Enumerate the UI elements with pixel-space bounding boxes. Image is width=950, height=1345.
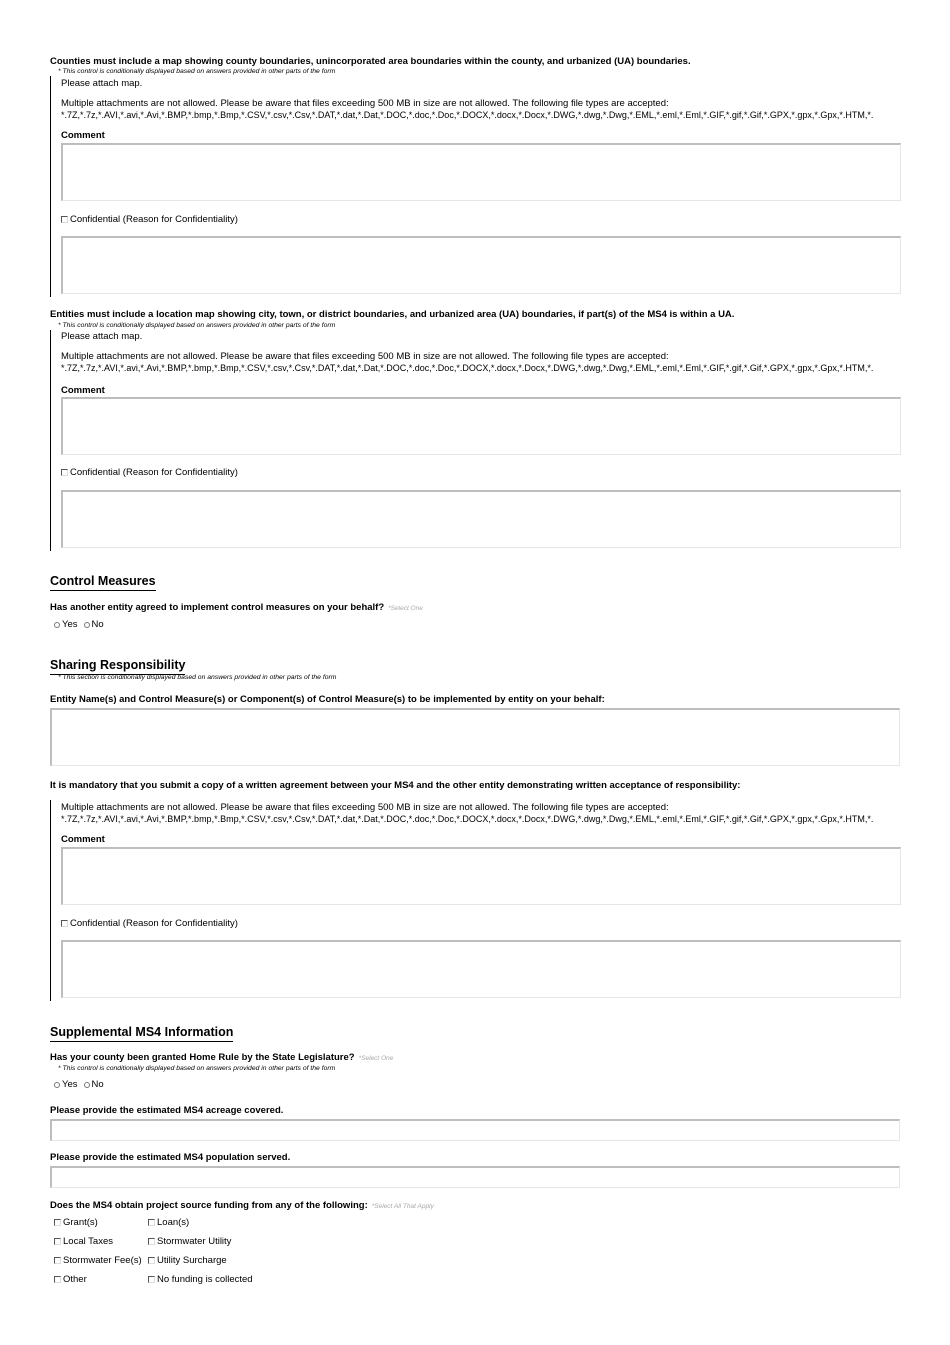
select-hint: *Select One [358, 1055, 394, 1062]
file-types-list: *.7Z,*.7z,*.AVI,*.avi,*.Avi,*.BMP,*.bmp,*.Bmp,*.CSV,*.csv,*.Csv,*.DAT,*.dat,*.Dat,*.DOC,*.doc,*.Doc,*.DOCX,*.docx,*.Docx,*.DWG,*.dwg,*.Dwg,*.EML,*.eml,*.Eml,*.GIF,*.gif,*.Gif,*.GPX,*.gpx,*.Gpx,*.HTM,*. [61, 814, 874, 824]
file-types-list: *.7Z,*.7z,*.AVI,*.avi,*.Avi,*.BMP,*.bmp,*.Bmp,*.CSV,*.csv,*.Csv,*.DAT,*.dat,*.Dat,*.DOC,*.doc,*.Doc,*.DOCX,*.docx,*.Docx,*.DWG,*.dwg,*.Dwg,*.EML,*.eml,*.Eml,*.GIF,*.gif,*.Gif,*.GPX,*.gpx,*.Gpx,*.HTM,*. [61, 110, 874, 120]
county-map-attachment-block [50, 76, 906, 297]
checkbox[interactable] [148, 1219, 155, 1226]
confidential-label: Confidential (Reason for Confidentiality) [70, 214, 238, 225]
agreement-question: It is mandatory that you submit a copy of a written agreement between your MS4 and the other entity demonstrating written acceptance of responsibility: [50, 780, 741, 791]
acreage-input[interactable] [50, 1119, 900, 1141]
checkbox-label: Stormwater Utility [157, 1236, 232, 1247]
checkbox-label: No funding is collected [157, 1274, 253, 1285]
select-hint: *Select All That Apply [371, 1203, 434, 1210]
radio-option-yes[interactable] [54, 619, 78, 630]
checkbox-label: Local Taxes [63, 1236, 113, 1247]
radio-label: Yes [62, 1079, 78, 1090]
radio-label: No [91, 619, 104, 630]
checkbox-label: Stormwater Fee(s) [63, 1255, 142, 1266]
radio-option-yes[interactable] [54, 1079, 78, 1090]
checkbox[interactable] [54, 1276, 61, 1283]
comment-textarea[interactable] [61, 847, 901, 905]
attach-instruction: Please attach map. [61, 331, 143, 342]
confidential-reason-textarea[interactable] [61, 940, 901, 998]
checkbox[interactable] [148, 1276, 155, 1283]
entity-map-attachment-block [50, 330, 906, 551]
radio-button[interactable] [54, 1082, 60, 1088]
population-question: Please provide the estimated MS4 population served. [50, 1152, 291, 1163]
radio-button[interactable] [84, 1082, 90, 1088]
funding-option-local-taxes[interactable] [54, 1236, 113, 1247]
agreement-attachment-block [50, 800, 906, 1001]
confidential-reason-textarea[interactable] [61, 490, 901, 548]
checkbox[interactable] [148, 1257, 155, 1264]
conditional-note: * This section is conditionally displayed based on answers provided in other parts of the form [58, 674, 337, 681]
select-hint: *Select One [388, 605, 423, 612]
checkbox-label: Loan(s) [157, 1217, 190, 1228]
entity-name-question: Entity Name(s) and Control Measure(s) or Component(s) of Control Measure(s) to be implemented by entity on your behalf: [50, 694, 605, 705]
conditional-note: * This control is conditionally displayed based on answers provided in other parts of the form [58, 68, 336, 75]
checkbox[interactable] [148, 1238, 155, 1245]
radio-button[interactable] [54, 622, 60, 628]
radio-option-no[interactable] [84, 619, 104, 630]
section-title-sharing-responsibility: Sharing Responsibility [50, 658, 185, 675]
conditional-note: * This control is conditionally displayed based on answers provided in other parts of the form [58, 322, 336, 329]
section-title-control-measures: Control Measures [50, 574, 156, 591]
radio-option-no[interactable] [84, 1079, 104, 1090]
question-text: Does the MS4 obtain project source funding from any of the following: [50, 1200, 368, 1211]
attach-instruction: Please attach map. [61, 78, 143, 89]
funding-option-stormwater-utility[interactable] [148, 1236, 231, 1247]
county-map-question: Counties must include a map showing county boundaries, unincorporated area boundaries within the county, and urbanized (UA) boundaries. [50, 56, 691, 67]
funding-option-other[interactable] [54, 1274, 87, 1285]
funding-option-none[interactable] [148, 1274, 253, 1285]
file-types-list: *.7Z,*.7z,*.AVI,*.avi,*.Avi,*.BMP,*.bmp,*.Bmp,*.CSV,*.csv,*.Csv,*.DAT,*.dat,*.Dat,*.DOC,*.doc,*.Doc,*.DOCX,*.docx,*.Docx,*.DWG,*.dwg,*.Dwg,*.EML,*.eml,*.Eml,*.GIF,*.gif,*.Gif,*.GPX,*.gpx,*.Gpx,*.HTM,*. [61, 363, 874, 373]
checkbox[interactable] [54, 1219, 61, 1226]
radio-button[interactable] [84, 622, 90, 628]
confidential-checkbox[interactable] [61, 216, 68, 223]
funding-option-utility-surcharge[interactable] [148, 1255, 227, 1266]
confidential-label: Confidential (Reason for Confidentiality) [70, 467, 238, 478]
funding-option-stormwater-fees[interactable] [54, 1255, 142, 1266]
radio-label: Yes [62, 619, 78, 630]
attachment-notice: Multiple attachments are not allowed. Please be aware that files exceeding 500 MB in size are not allowed. The following file types are accepted: [61, 351, 669, 362]
checkbox[interactable] [54, 1257, 61, 1264]
confidential-checkbox-row[interactable] [61, 214, 238, 225]
attachment-notice: Multiple attachments are not allowed. Please be aware that files exceeding 500 MB in size are not allowed. The following file types are accepted: [61, 802, 669, 813]
comment-label: Comment [61, 834, 105, 845]
section-title-supplemental: Supplemental MS4 Information [50, 1025, 233, 1042]
checkbox-label: Other [63, 1274, 87, 1285]
funding-question [50, 1200, 434, 1211]
confidential-label: Confidential (Reason for Confidentiality) [70, 918, 238, 929]
confidential-checkbox[interactable] [61, 469, 68, 476]
question-text: Has another entity agreed to implement control measures on your behalf? [50, 602, 385, 613]
entity-map-question: Entities must include a location map showing city, town, or district boundaries, and urbanized area (UA) boundaries, if part(s) of the MS4 is within a UA. [50, 309, 735, 320]
control-measures-question [50, 602, 423, 613]
conditional-note: * This control is conditionally displayed based on answers provided in other parts of the form [58, 1065, 336, 1072]
funding-option-grants[interactable] [54, 1217, 98, 1228]
confidential-checkbox-row[interactable] [61, 918, 238, 929]
acreage-question: Please provide the estimated MS4 acreage covered. [50, 1105, 284, 1116]
control-measures-radio-group [54, 619, 110, 630]
checkbox-label: Grant(s) [63, 1217, 98, 1228]
radio-label: No [91, 1079, 104, 1090]
confidential-checkbox-row[interactable] [61, 467, 238, 478]
comment-label: Comment [61, 385, 105, 396]
entity-name-textarea[interactable] [50, 708, 900, 766]
home-rule-radio-group [54, 1079, 110, 1090]
attachment-notice: Multiple attachments are not allowed. Please be aware that files exceeding 500 MB in size are not allowed. The following file types are accepted: [61, 98, 669, 109]
confidential-reason-textarea[interactable] [61, 236, 901, 294]
comment-label: Comment [61, 130, 105, 141]
checkbox-label: Utility Surcharge [157, 1255, 227, 1266]
comment-textarea[interactable] [61, 397, 901, 455]
checkbox[interactable] [54, 1238, 61, 1245]
funding-option-loans[interactable] [148, 1217, 189, 1228]
question-text: Has your county been granted Home Rule by the State Legislature? [50, 1052, 355, 1063]
comment-textarea[interactable] [61, 143, 901, 201]
home-rule-question [50, 1052, 393, 1063]
confidential-checkbox[interactable] [61, 920, 68, 927]
population-input[interactable] [50, 1166, 900, 1188]
